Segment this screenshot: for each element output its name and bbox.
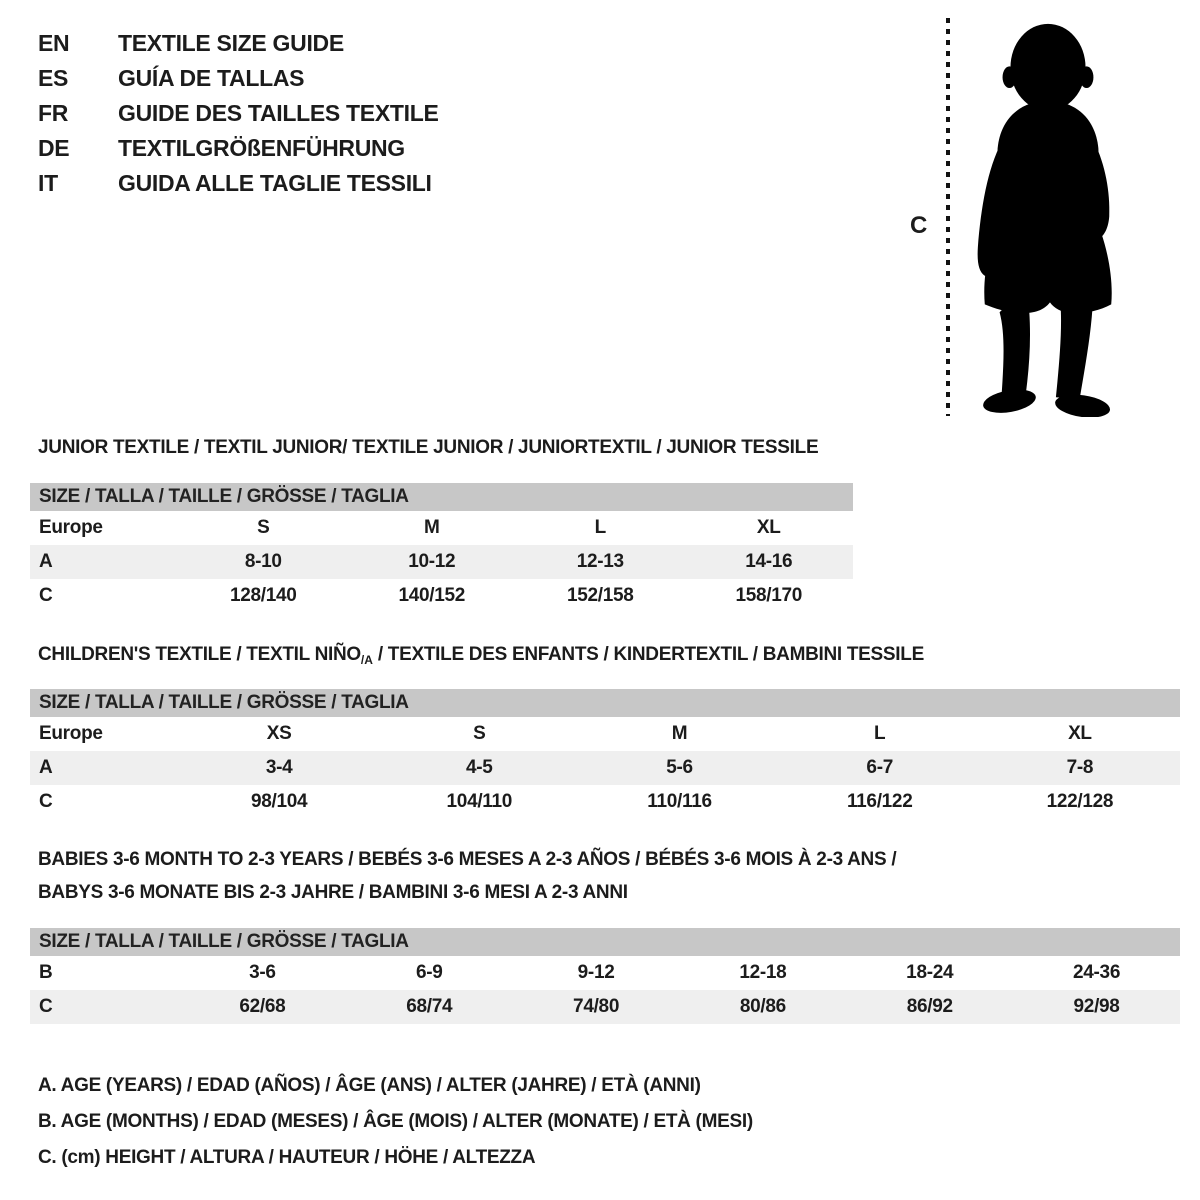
lang-code: IT: [38, 170, 58, 196]
value-cell: XS: [266, 723, 292, 744]
table-row: [30, 579, 853, 613]
table-row: [30, 751, 1180, 785]
babies-heading-line1: BABIES 3-6 MONTH TO 2-3 YEARS / BEBÉS 3-6 MESES A 2-3 AÑOS / BÉBÉS 3-6 MOIS À 2-3 ANS /: [38, 849, 897, 870]
children-heading-subscript: /A: [360, 653, 373, 667]
lang-title: TEXTILGRÖßENFÜHRUNG: [118, 135, 405, 161]
language-title-list: [38, 26, 439, 201]
measurement-legend: [38, 1068, 753, 1176]
value-cell: XL: [756, 517, 781, 538]
toddler-silhouette-icon: [962, 12, 1134, 417]
lang-row-fr: [38, 96, 439, 131]
lang-title: GUIDE DES TAILLES TEXTILE: [118, 100, 439, 126]
value-cell: 7-8: [1066, 757, 1094, 778]
size-header-bar: SIZE / TALLA / TAILLE / GRÖSSE / TAGLIA: [30, 689, 1180, 717]
value-cell: L: [594, 517, 606, 538]
children-size-table: [30, 689, 1180, 819]
value-cell: 6-7: [866, 757, 893, 778]
value-cell: 86/92: [906, 996, 953, 1017]
children-heading-part1: CHILDREN'S TEXTILE / TEXTIL NIÑO: [38, 644, 361, 665]
value-cell: 14-16: [745, 551, 793, 572]
value-cell: 24-36: [1073, 962, 1121, 983]
lang-code: FR: [38, 100, 69, 126]
value-cell: 5-6: [666, 757, 693, 778]
row-label-cell: C: [39, 791, 53, 812]
size-header-bar: SIZE / TALLA / TAILLE / GRÖSSE / TAGLIA: [30, 928, 1180, 956]
value-cell: M: [671, 723, 688, 744]
value-cell: 110/116: [647, 791, 712, 812]
value-cell: S: [473, 723, 486, 744]
junior-section-heading: JUNIOR TEXTILE / TEXTIL JUNIOR/ TEXTILE JUNIOR / JUNIORTEXTIL / JUNIOR TESSILE: [38, 437, 819, 458]
value-cell: 152/158: [566, 585, 634, 606]
table-row: [30, 990, 1180, 1024]
table-row: [30, 717, 1180, 751]
babies-table-body: [30, 956, 1180, 1024]
size-header-bar: SIZE / TALLA / TAILLE / GRÖSSE / TAGLIA: [30, 483, 853, 511]
value-cell: 12-13: [576, 551, 624, 572]
value-cell: 104/110: [446, 791, 513, 812]
table-row: [30, 785, 1180, 819]
children-table-body: [30, 717, 1180, 819]
value-cell: 128/140: [229, 585, 297, 606]
lang-title: TEXTILE SIZE GUIDE: [118, 30, 344, 56]
value-cell: 4-5: [466, 757, 493, 778]
value-cell: 12-18: [739, 962, 787, 983]
row-label-cell: C: [39, 996, 53, 1017]
value-cell: 158/170: [735, 585, 803, 606]
value-cell: 116/122: [846, 791, 913, 812]
row-label-cell: A: [39, 551, 53, 572]
value-cell: 140/152: [398, 585, 466, 606]
value-cell: 92/98: [1073, 996, 1120, 1017]
legend-line-b: B. AGE (MONTHS) / EDAD (MESES) / ÂGE (MOIS) / ALTER (MONATE) / ETÀ (MESI): [38, 1111, 753, 1132]
value-cell: S: [257, 517, 270, 538]
value-cell: XL: [1068, 723, 1092, 744]
height-measure-dashed-line: [946, 18, 950, 416]
height-measure-label: C: [910, 212, 928, 239]
row-label-cell: Europe: [39, 517, 103, 538]
value-cell: M: [423, 517, 440, 538]
row-label-cell: A: [39, 757, 53, 778]
value-cell: 9-12: [577, 962, 615, 983]
legend-line-c: C. (cm) HEIGHT / ALTURA / HAUTEUR / HÖHE / ALTEZZA: [38, 1147, 536, 1168]
value-cell: 68/74: [406, 996, 453, 1017]
value-cell: 80/86: [739, 996, 786, 1017]
value-cell: 18-24: [906, 962, 954, 983]
value-cell: L: [874, 723, 886, 744]
table-row: [30, 956, 1180, 990]
row-label-cell: Europe: [39, 723, 103, 744]
babies-section-heading: [38, 843, 896, 909]
value-cell: 8-10: [244, 551, 282, 572]
row-label-cell: C: [39, 585, 53, 606]
babies-size-table: [30, 928, 1180, 1024]
table-row: [30, 511, 853, 545]
lang-title: GUIDA ALLE TAGLIE TESSILI: [118, 170, 432, 196]
junior-size-table: [30, 483, 853, 613]
lang-code: EN: [38, 30, 70, 56]
value-cell: 98/104: [250, 791, 308, 812]
value-cell: 10-12: [408, 551, 456, 572]
value-cell: 3-4: [265, 757, 293, 778]
lang-title: GUÍA DE TALLAS: [118, 65, 305, 91]
value-cell: 6-9: [415, 962, 443, 983]
table-row: [30, 545, 853, 579]
lang-row-it: [38, 166, 439, 201]
junior-table-body: [30, 511, 853, 613]
lang-code: DE: [38, 135, 70, 161]
children-heading-part2: / TEXTILE DES ENFANTS / KINDERTEXTIL / BAMBINI TESSILE: [372, 644, 924, 665]
lang-row-en: [38, 26, 439, 61]
value-cell: 3-6: [249, 962, 276, 983]
lang-row-es: [38, 61, 439, 96]
value-cell: 62/68: [239, 996, 286, 1017]
value-cell: 74/80: [573, 996, 620, 1017]
row-label-cell: B: [39, 962, 53, 983]
children-section-heading: [38, 644, 924, 666]
lang-row-de: [38, 131, 439, 166]
legend-line-a: A. AGE (YEARS) / EDAD (AÑOS) / ÂGE (ANS) / ALTER (JAHRE) / ETÀ (ANNI): [38, 1075, 701, 1096]
value-cell: 122/128: [1046, 791, 1114, 812]
babies-heading-line2: BABYS 3-6 MONATE BIS 2-3 JAHRE / BAMBINI 3-6 MESI A 2-3 ANNI: [38, 882, 628, 903]
lang-code: ES: [38, 65, 69, 91]
